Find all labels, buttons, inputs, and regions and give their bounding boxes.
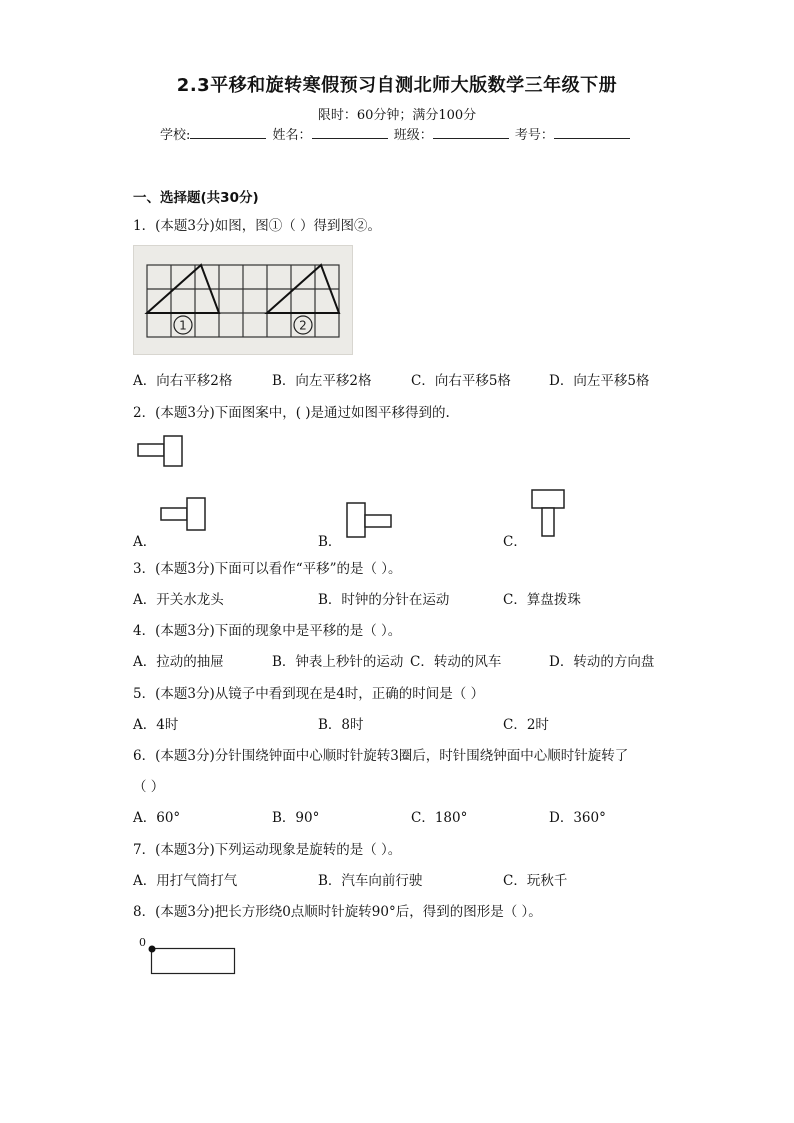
q4-option-a[interactable]: A．拉动的抽屉 (133, 654, 224, 670)
q1-option-a[interactable]: A．向右平移2格 (133, 373, 233, 389)
q1-option-b[interactable]: B．向左平移2格 (272, 373, 372, 389)
section-title: 一、选择题(共30分) (133, 190, 259, 206)
q6-option-c[interactable]: C．180° (411, 810, 468, 826)
question-1-stem: 1．(本题3分)如图，图①（ ）得到图②。 (133, 218, 382, 234)
q2-option-a-shape (159, 496, 209, 532)
question-6-stem-blank: （ ） (133, 779, 165, 795)
q4-option-c[interactable]: C．转动的风车 (410, 654, 502, 670)
page-title: 2.3平移和旋转寒假预习自测北师大版数学三年级下册 (176, 75, 618, 96)
question-7-stem: 7．(本题3分)下列运动现象是旋转的是（ ）。 (133, 842, 402, 858)
q6-option-a[interactable]: A．60° (133, 810, 181, 826)
q7-option-a[interactable]: A．用打气筒打气 (133, 873, 238, 889)
q2-option-b-shape (345, 501, 395, 539)
q3-option-a[interactable]: A．开关水龙头 (133, 592, 224, 608)
q8-rectangle-figure (146, 943, 238, 977)
question-2-stem: 2．(本题3分)下面图案中，( )是通过如图平移得到的. (133, 405, 450, 421)
class-label: 班级： (393, 128, 433, 143)
q4-option-b[interactable]: B．钟表上秒针的运动 (272, 654, 404, 670)
q4-option-d[interactable]: D．转动的方向盘 (549, 654, 655, 670)
name-label: 姓名： (272, 128, 312, 143)
q6-option-b[interactable]: B．90° (272, 810, 320, 826)
question-3-stem: 3．(本题3分)下面可以看作“平移”的是（ ）。 (133, 561, 402, 577)
question-4-stem: 4．(本题3分)下面的现象中是平移的是（ ）。 (133, 623, 402, 639)
svg-text:1: 1 (179, 318, 187, 333)
rotation-point-dot (149, 946, 156, 953)
rotation-point-label: 0 (139, 936, 146, 949)
q5-option-a[interactable]: A．4时 (133, 717, 179, 733)
q2-option-c[interactable]: C． (503, 534, 527, 550)
q2-option-b[interactable]: B． (318, 534, 342, 550)
q3-option-b[interactable]: B．时钟的分针在运动 (318, 592, 450, 608)
q2-option-a[interactable]: A． (133, 534, 157, 550)
student-info-line (160, 124, 632, 143)
q1-option-d[interactable]: D．向左平移5格 (549, 373, 650, 389)
q2-option-c-shape (530, 488, 566, 540)
class-blank[interactable] (433, 126, 509, 139)
school-label: 学校: (160, 128, 191, 143)
q5-option-c[interactable]: C．2时 (503, 717, 549, 733)
question-6-stem: 6．(本题3分)分针围绕钟面中心顺时针旋转3圈后，时针围绕钟面中心顺时针旋转了 (133, 748, 629, 764)
q1-option-c[interactable]: C．向右平移5格 (411, 373, 511, 389)
question-5-stem: 5．(本题3分)从镜子中看到现在是4时，正确的时间是（ ） (133, 686, 485, 702)
exam-no-label: 考号： (514, 128, 554, 143)
q6-option-d[interactable]: D．360° (549, 810, 606, 826)
q5-option-b[interactable]: B．8时 (318, 717, 364, 733)
q7-option-c[interactable]: C．玩秋千 (503, 873, 568, 889)
exam-no-blank[interactable] (554, 126, 630, 139)
q2-reference-shape (136, 434, 186, 468)
grid-figure (134, 246, 352, 354)
school-blank[interactable] (190, 126, 266, 139)
name-blank[interactable] (312, 126, 388, 139)
question-1-figure (133, 245, 353, 355)
q3-option-c[interactable]: C．算盘拨珠 (503, 592, 581, 608)
time-limit: 限时：60分钟；满分100分 (317, 108, 477, 123)
question-8-stem: 8．(本题3分)把长方形绕0点顺时针旋转90°后，得到的图形是（ ）。 (133, 904, 542, 920)
q7-option-b[interactable]: B．汽车向前行驶 (318, 873, 423, 889)
svg-text:2: 2 (299, 318, 307, 333)
